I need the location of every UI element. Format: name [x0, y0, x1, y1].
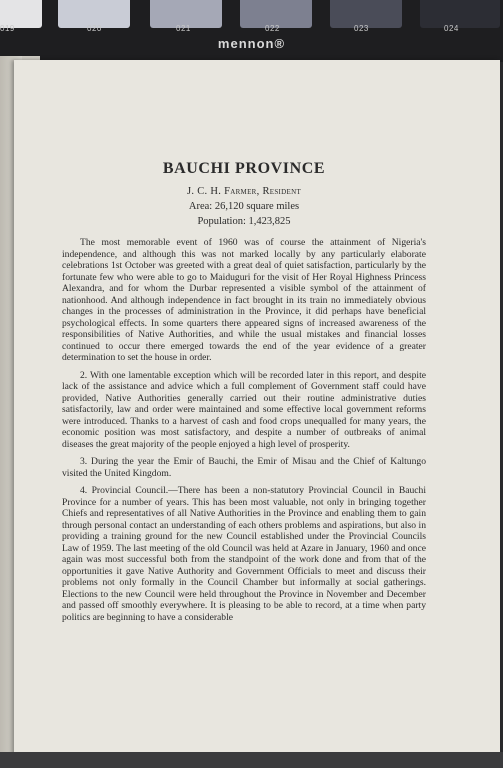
scanner-calibration-strip	[0, 0, 503, 62]
area-line: Area: 26,120 square miles	[188, 201, 300, 212]
chip-number: 020	[87, 24, 102, 33]
paragraph-2: 2. With one lamentable exception which will be recorded later in this report, and despite lack of the assistance and advice which a full complement of Government staff could have provided, Native Authorities generally carried out their routine administrative duties satisfactorily, law and order were maintained and some effective local government reforms were introduced. Thanks to a harvest of cash and food crops unequalled for many years, the economic position was most satisfactory, and despite a number of outbreaks of animal diseases the great majority of the people enjoyed a high level of prosperity.	[62, 369, 426, 450]
paragraph-4: 4. Provincial Council.—There has been a non-statutory Provincial Council in Bauchi Province for a number of years. This has been most valuable, not only in bringing together Chiefs and representatives of all Native Authorities in the Province and enabling them to gain through personal contact an understanding of each others problems and aspirations, but also in providing a training ground for the new Council established under the Provincial Councils Law of 1959. The last meeting of the old Council was held at Azare in January, 1960 and once again was most successful both from the standpoint of the work done and from that of the opportunities it gave Native Authority and Government Officials to meet and discuss their problems not only formally in the Council Chamber but informally at social gatherings. Elections to the new Council were held throughout the Province in November and December and passed off smoothly everywhere. It is pleasing to be able to record, at a time when party politics are beginning to have a considerable	[62, 485, 426, 623]
paragraph-1: The most memorable event of 1960 was of course the attainment of Nigeria's independence, and although this was not marked locally by any particularly elaborate celebrations 1st October was greeted with a great deal of quiet satisfaction, particularly by the fortunate few who were able to go to Maiduguri for the visit of Her Royal Highness Princess Alexandra, and for whom the Durbar represented a visible symbol of the attainment of nationhood. And although independence in fact brought in its train no immediately obvious changes in the processes of administration in the Province, it did perhaps have beneficial psychological effects. In some quarters there appeared signs of increased awareness of the responsibilities of Native Authorities, and while the usual mistakes and financial losses continued to occur there emerged towards the end of the year evidence of a greater determination to set the house in order.	[62, 237, 426, 363]
author-line: J. C. H. Farmer, Resident	[186, 186, 302, 197]
paragraph-3: 3. During the year the Emir of Bauchi, the Emir of Misau and the Chief of Kaltungo visited the United Kingdom.	[62, 456, 426, 479]
page-title: BAUCHI PROVINCE	[162, 160, 326, 177]
province-details	[62, 184, 426, 229]
chip-number: 023	[354, 24, 369, 33]
scanner-brand-logo: mennon®	[217, 36, 286, 51]
chip-number: 022	[265, 24, 280, 33]
color-chip	[420, 0, 500, 28]
document-content	[62, 160, 426, 629]
population-line: Population: 1,423,825	[197, 216, 291, 227]
chip-number: 021	[176, 24, 191, 33]
chip-number: 024	[444, 24, 459, 33]
chip-number: 019	[0, 24, 15, 33]
scanner-bed	[0, 752, 503, 768]
